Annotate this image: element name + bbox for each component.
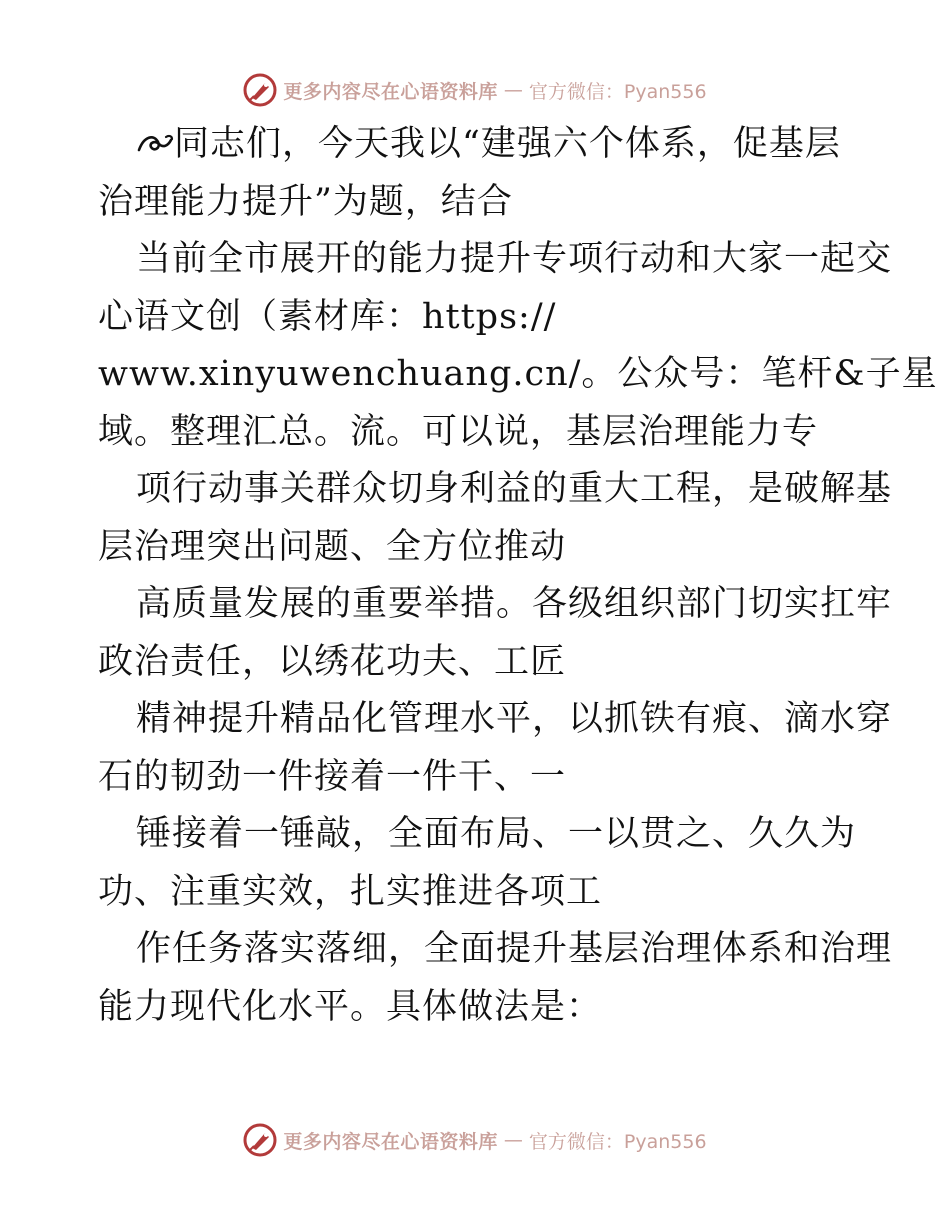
footer-banner-inner <box>243 1123 706 1157</box>
body-line-15: 作任务落实落细，全面提升基层治理体系和治理 <box>136 929 893 969</box>
footer-site-text: 更多内容尽在心语资料库 <box>283 1130 498 1153</box>
body-line-2: 治理能力提升”为题，结合 <box>98 181 513 222</box>
header-banner-inner <box>243 73 706 107</box>
decorative-swirl-icon <box>136 128 174 158</box>
body-line-8: 层治理突出问题、全方位推动 <box>98 526 567 567</box>
body-line-10: 政治责任，以绣花功夫、工匠 <box>98 641 567 682</box>
header-separator: — <box>503 79 523 101</box>
body-line-14: 功、注重实效，扎实推进各项工 <box>98 871 603 912</box>
body-line-12: 石的韧劲一件接着一件干、一 <box>98 756 567 797</box>
body-line-13: 锤接着一锤敲，全面布局、一以贯之、久久为 <box>136 814 857 854</box>
body-line-16: 能力现代化水平。具体做法是： <box>98 986 603 1027</box>
header-banner <box>0 70 950 110</box>
pen-nib-logo-icon <box>243 1123 277 1157</box>
body-line-3: 当前全市展开的能力提升专项行动和大家一起交 <box>136 239 893 279</box>
body-line-11: 精神提升精品化管理水平，以抓铁有痕、滴水穿 <box>136 699 893 739</box>
footer-banner <box>0 1120 950 1160</box>
body-line-4: 心语文创（素材库：https:// <box>98 296 557 337</box>
body-line-6: 域。整理汇总。流。可以说，基层治理能力专 <box>98 411 819 452</box>
body-line-5: www.xinyuwenchuang.cn/。公众号：笔杆&子星 <box>98 354 938 394</box>
footer-separator: — <box>503 1129 523 1151</box>
footer-wechat-text: 官方微信：Pyan556 <box>528 1130 707 1153</box>
header-wechat-text: 官方微信：Pyan556 <box>528 80 707 103</box>
header-site-text: 更多内容尽在心语资料库 <box>283 80 498 103</box>
pen-nib-logo-icon <box>243 73 277 107</box>
document-body <box>98 116 938 1036</box>
body-line-1 <box>98 116 898 174</box>
body-line-text: 同志们，今天我以“建强六个体系，促基层 <box>174 124 841 164</box>
body-line-9: 高质量发展的重要举措。各级组织部门切实扛牢 <box>136 584 893 624</box>
body-line-7: 项行动事关群众切身利益的重大工程，是破解基 <box>136 469 893 509</box>
